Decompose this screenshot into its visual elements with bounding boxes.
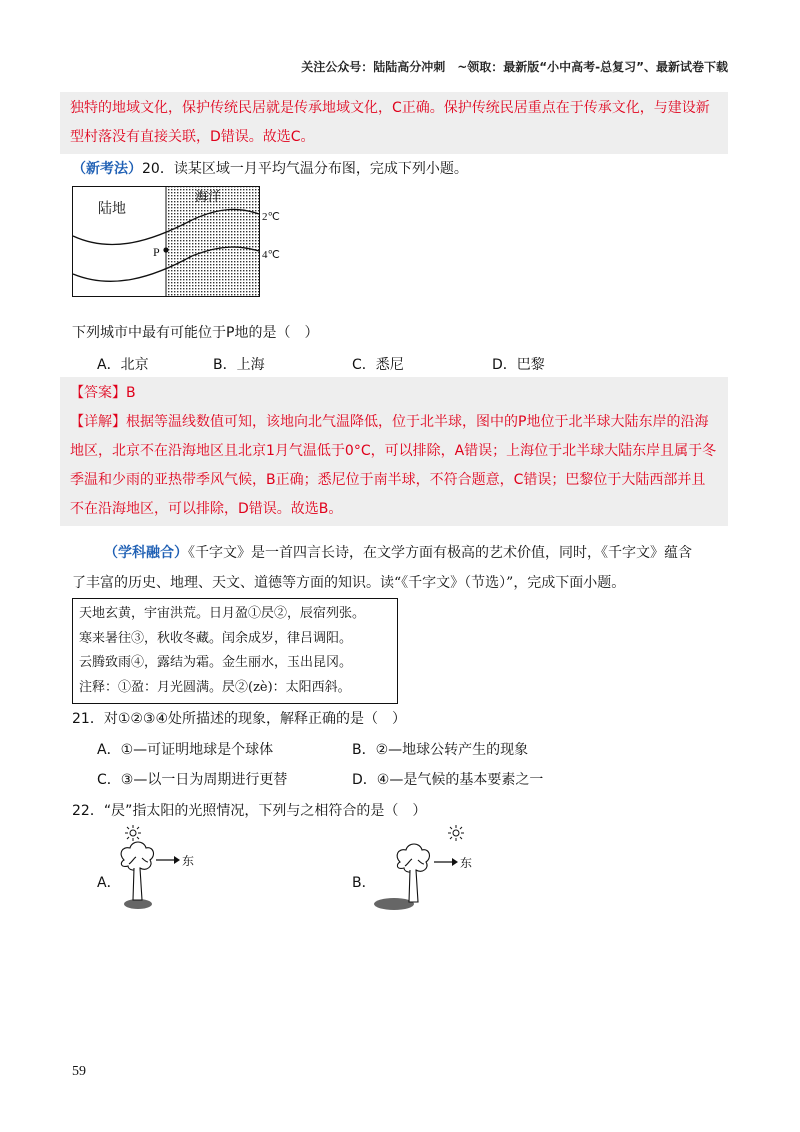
question-text: 20．读某区域一月平均气温分布图，完成下列小题。 [142,161,468,177]
ocean-label: 海洋 [195,189,222,204]
poem-box [72,598,398,704]
poem-line: 天地玄黄，宇宙洪荒。日月盈①昃②，辰宿列张。 [79,606,366,621]
option-c: C．悉尼 [352,357,404,373]
land-label: 陆地 [98,202,126,217]
answer-block [60,377,728,526]
option-d: D．巴黎 [492,357,545,373]
isotherm-label-top: 2℃ [262,211,280,223]
arrow-east-icon [434,858,458,866]
page-header: 关注公众号：陆陆高分冲刺 ~领取：最新版“小中高考-总复习”、最新试卷下载 [301,60,728,74]
poem-line: 寒来暑往③，秋收冬藏。闰余成岁，律吕调阳。 [79,630,353,646]
tree-icon [121,842,153,900]
question-22-stem: 22．“昃”指太阳的光照情况，下列与之相符合的是（ ） [72,803,427,819]
q22-option-b-figure [370,822,490,914]
question-20-stem [72,158,468,178]
option-b: B．上海 [213,357,265,373]
intro-line: 了丰富的历史、地理、天文、道德等方面的知识。读“《千字文》（节选）”，完成下面小题。 [72,575,626,591]
previous-answer-line: 型村落没有直接关联，D错误。故选C。 [70,129,315,145]
previous-answer-block [60,92,728,154]
detail-line: 季温和少雨的亚热带季风气候，B正确；悉尼位于南半球，不符合题意，C错误；巴黎位于大陆西部并且 [70,472,706,488]
isotherm-label-bottom: 4℃ [262,249,280,261]
point-p-marker [163,247,168,252]
q21-option-b: B．②—地球公转产生的现象 [352,742,529,758]
option-a: A．北京 [97,357,149,373]
shadow-shape [374,898,414,910]
page-number: 59 [72,1064,86,1079]
detail-line: 地区，北京不在沿海地区且北京1月气温低于0°C，可以排除，A错误；上海位于北半球大陆东岸且属于冬 [70,443,717,459]
question-21-stem: 21．对①②③④处所描述的现象，解释正确的是（ ） [72,711,407,727]
detail-text: 根据等温线数值可知，该地向北气温降低，位于北半球，图中的P地位于北半球大陆东岸的沿海 [126,414,709,430]
previous-answer-line: 独特的地域文化，保护传统民居就是传承地域文化，C正确。保护传统民居重点在于传承文化，与建设新 [70,100,710,116]
isotherm-figure [72,186,292,298]
intro-line [72,538,692,568]
direction-east-label: 东 [460,856,473,870]
detail-tag: 【详解】 [70,414,126,430]
tree-icon [397,844,429,902]
question-20-question: 下列城市中最有可能位于P地的是（ ） [72,325,319,341]
intro-tag: （学科融合） [104,545,188,561]
sun-icon [448,825,464,841]
q21-option-a: A．①—可证明地球是个球体 [97,742,274,758]
poem-line: 云腾致雨④，露结为霜。金生丽水，玉出昆冈。 [79,655,353,670]
detail-line: 不在沿海地区，可以排除，D错误。故选B。 [70,501,343,517]
question-20-options [0,354,800,374]
q22-option-a-label: A． [97,875,121,891]
q21-option-c: C．③—以一日为周期进行更替 [97,772,288,788]
detail-line [70,408,718,437]
sun-icon [125,825,141,841]
answer-line: 【答案】B [70,385,136,401]
direction-east-label: 东 [182,854,195,868]
q22-option-a-figure [112,824,202,914]
point-p-label: P [153,245,160,259]
q22-option-b-label: B． [352,875,376,891]
intro-paragraph [72,538,692,598]
q21-option-d: D．④—是气候的基本要素之一 [352,772,544,788]
arrow-east-icon [156,856,180,864]
intro-text: 《千字文》是一首四言长诗，在文学方面有极高的艺术价值，同时，《千字文》蕴含 [188,545,692,561]
question-tag: （新考法） [72,161,142,177]
poem-annotation: 注释：①盈：月光圆满。昃②(zè)：太阳西斜。 [79,679,351,695]
